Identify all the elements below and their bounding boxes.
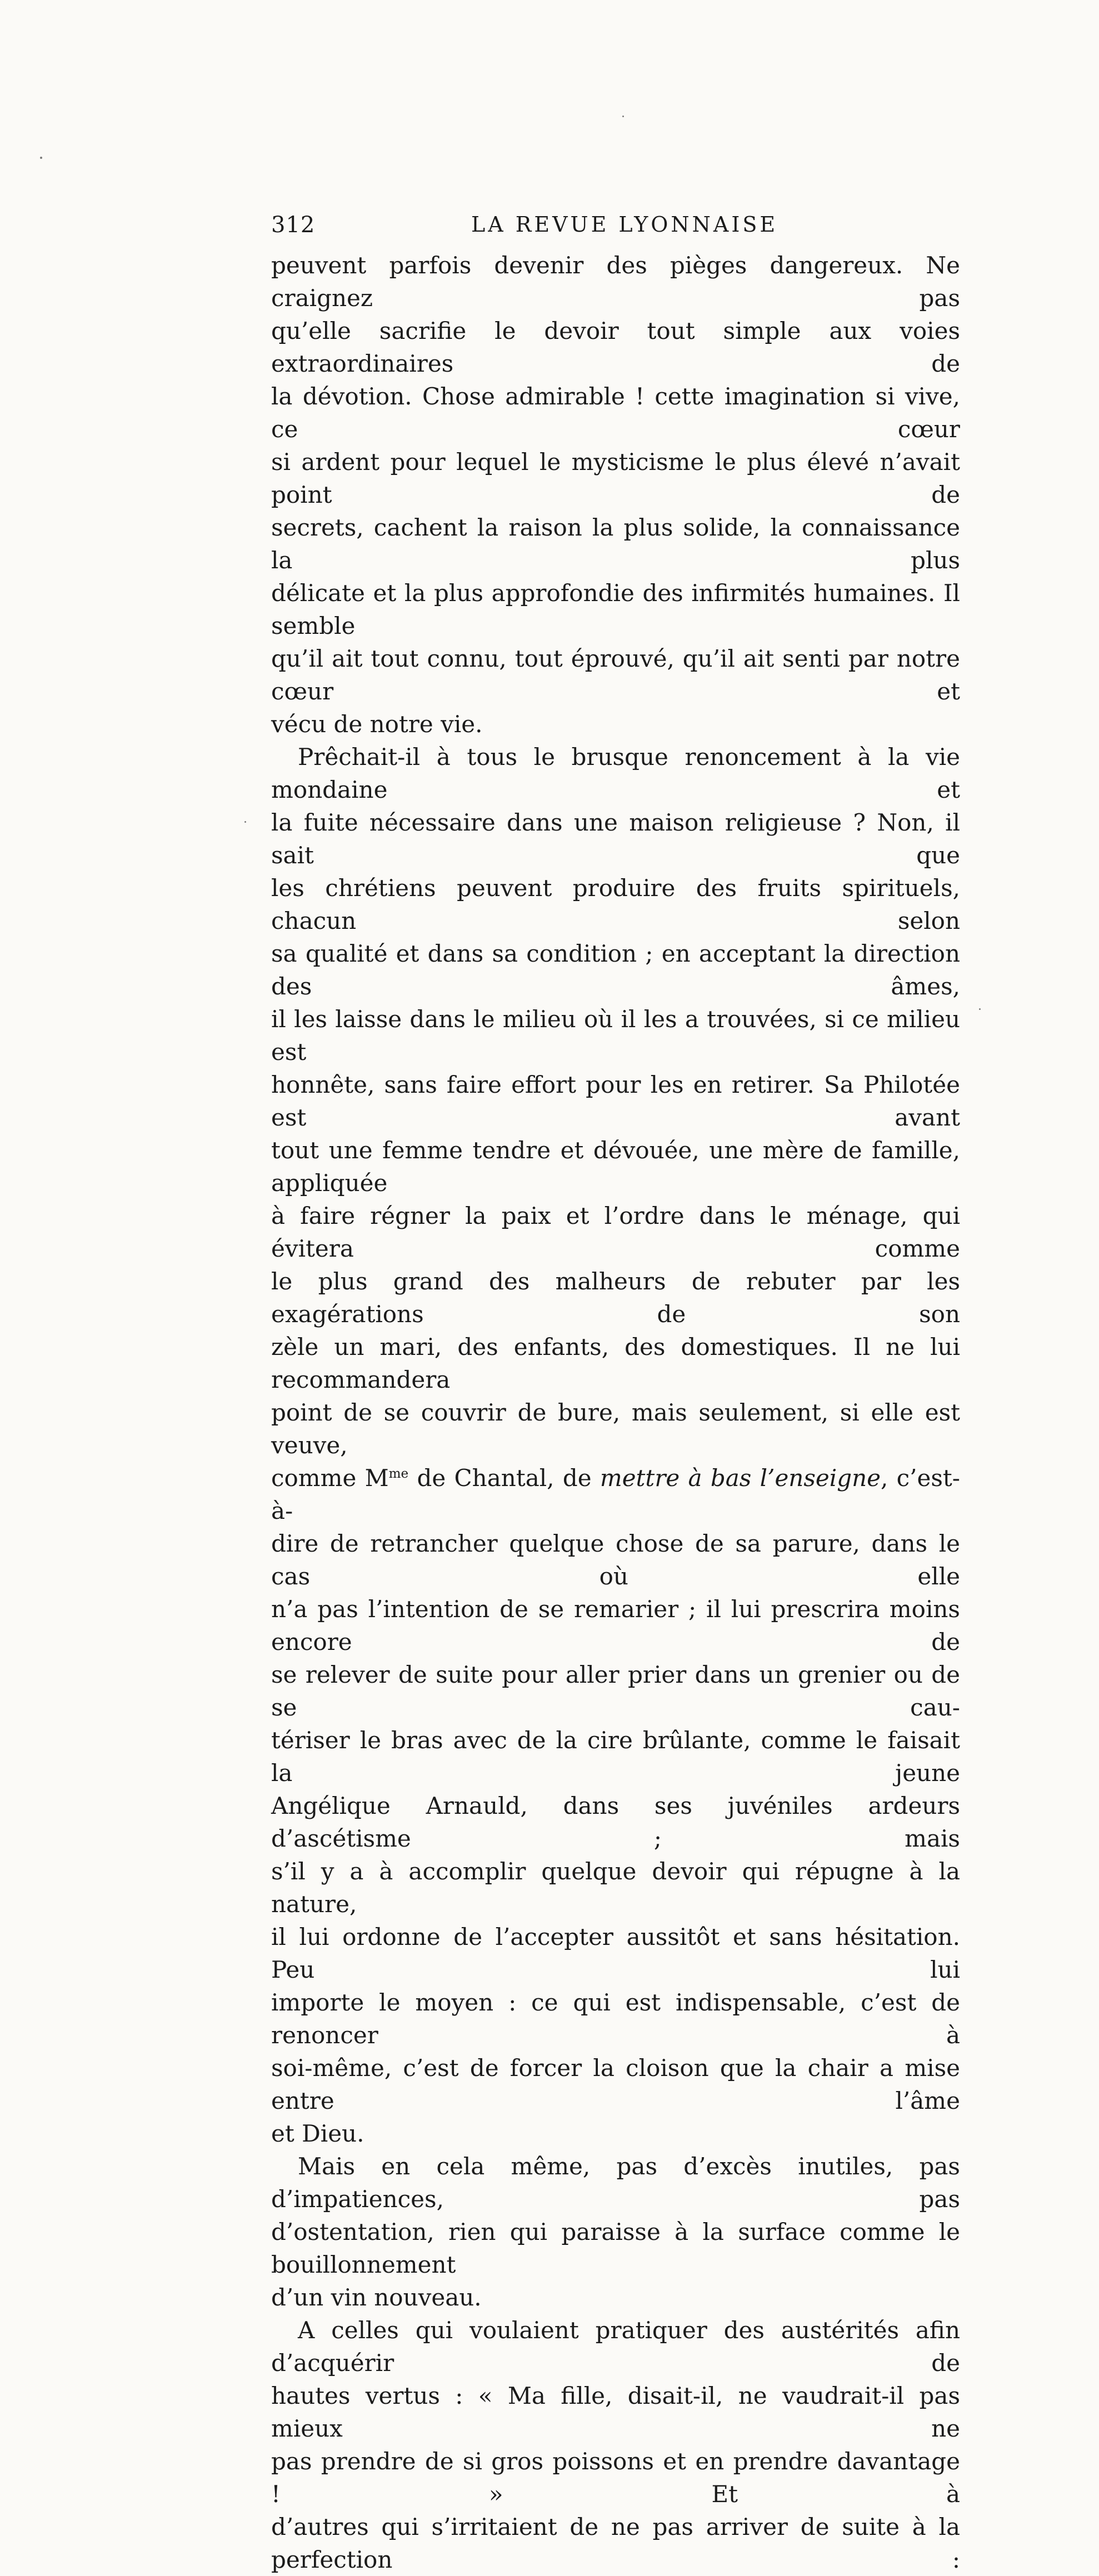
text-line: honnête, sans faire effort pour les en retirer. Sa Philotée est avant — [271, 1071, 960, 1131]
text-line: dire de retrancher quelque chose de sa parure, dans le cas où elle — [271, 1530, 960, 1590]
text-line: tout une femme tendre et dévouée, une mère de famille, appliquée — [271, 1137, 960, 1197]
text-line: secrets, cachent la raison la plus solide, la connaissance la plus — [271, 514, 960, 574]
text-line: pas prendre de si gros poissons et en prendre davantage ! » Et à — [271, 2448, 960, 2508]
text-segment: comme M — [271, 1464, 389, 1492]
text-segment: , c’est-à- — [271, 1464, 961, 1524]
text-line: les chrétiens peuvent produire des fruits spirituels, chacun selon — [271, 874, 960, 934]
text-line: la fuite nécessaire dans une maison religieuse ? Non, il sait que — [271, 809, 960, 869]
text-line: zèle un mari, des enfants, des domestiques. Il ne lui recommandera — [271, 1333, 960, 1393]
text-line — [271, 1462, 960, 1527]
print-speck — [40, 157, 42, 159]
text-line: point de se couvrir de bure, mais seulement, si elle est veuve, — [271, 1399, 960, 1459]
text-line: la dévotion. Chose admirable ! cette imagination si vive, ce cœur — [271, 383, 960, 443]
text-line: A celles qui voulaient pratiquer des austérités afin d’acquérir de — [271, 2317, 960, 2377]
text-line: d’autres qui s’irritaient de ne pas arriver de suite à la perfection : — [271, 2513, 960, 2573]
text-line: délicate et la plus approfondie des infirmités humaines. Il semble — [271, 579, 960, 639]
text-line: le plus grand des malheurs de rebuter par les exagérations de son — [271, 1268, 960, 1328]
text-line: tériser le bras avec de la cire brûlante, comme le faisait la jeune — [271, 1727, 960, 1787]
text-line: qu’il ait tout connu, tout éprouvé, qu’il ait senti par notre cœur et — [271, 645, 960, 705]
running-head — [271, 212, 960, 246]
text-segment: de Chantal, de — [408, 1464, 600, 1492]
text-line: se relever de suite pour aller prier dans un grenier ou de se cau- — [271, 1661, 960, 1721]
text-line: il lui ordonne de l’accepter aussitôt et sans hésitation. Peu lui — [271, 1923, 960, 1983]
body-text — [271, 249, 960, 2576]
journal-title: LA REVUE LYONNAISE — [471, 212, 778, 237]
text-line: Mais en cela même, pas d’excès inutiles, pas d’impatiences, pas — [271, 2153, 960, 2213]
text-line: hautes vertus : « Ma fille, disait-il, ne vaudrait-il pas mieux ne — [271, 2382, 960, 2442]
text-line: n’a pas l’intention de se remarier ; il lui prescrira moins encore de — [271, 1595, 960, 1655]
text-line: Angélique Arnauld, dans ses juvéniles ardeurs d’ascétisme ; mais — [271, 1792, 960, 1852]
italic-quote: mettre à bas l’enseigne — [600, 1464, 881, 1492]
text-line: vécu de notre vie. — [271, 711, 483, 738]
text-line: à faire régner la paix et l’ordre dans le ménage, qui évitera comme — [271, 1202, 960, 1262]
print-speck — [622, 116, 624, 117]
text-line: s’il y a à accomplir quelque devoir qui répugne à la nature, — [271, 1858, 960, 1918]
text-line: peuvent parfois devenir des pièges dangereux. Ne craignez pas — [271, 252, 960, 312]
text-line: Prêchait-il à tous le brusque renoncement à la vie mondaine et — [271, 743, 960, 803]
page-number: 312 — [271, 212, 316, 238]
print-speck — [244, 821, 246, 823]
print-speck — [979, 1008, 981, 1010]
text-line: importe le moyen : ce qui est indispensable, c’est de renoncer à — [271, 1989, 960, 2049]
text-line: et Dieu. — [271, 2120, 364, 2147]
text-line: qu’elle sacrifie le devoir tout simple aux voies extraordinaires de — [271, 317, 960, 377]
text-line: d’ostentation, rien qui paraisse à la surface comme le bouillonnement — [271, 2218, 960, 2278]
superscript-abbrev: me — [388, 1467, 409, 1481]
text-line: sa qualité et dans sa condition ; en acceptant la direction des âmes, — [271, 940, 960, 1000]
text-line: si ardent pour lequel le mysticisme le plus élevé n’avait point de — [271, 448, 960, 508]
text-line: soi-même, c’est de forcer la cloison que la chair a mise entre l’âme — [271, 2054, 960, 2114]
text-line: d’un vin nouveau. — [271, 2284, 482, 2311]
text-line: il les laisse dans le milieu où il les a trouvées, si ce milieu est — [271, 1006, 960, 1066]
